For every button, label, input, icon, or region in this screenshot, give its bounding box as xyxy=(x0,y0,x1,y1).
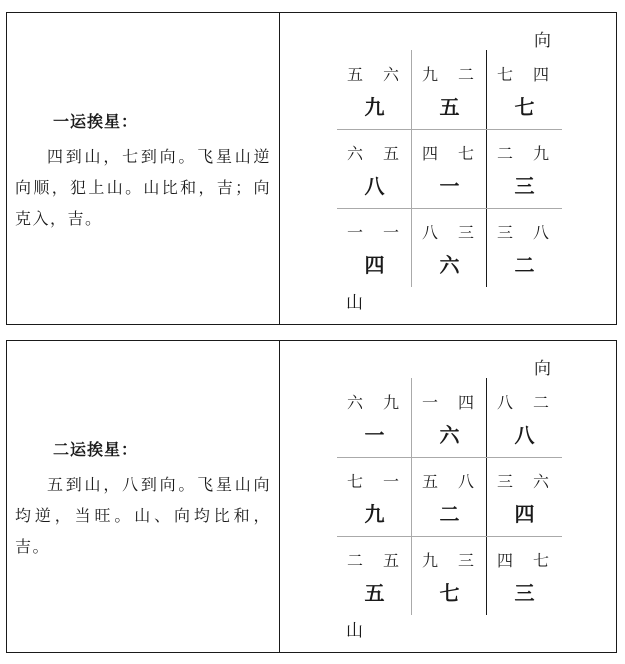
mountain-star: 四 xyxy=(422,144,439,163)
panel-heading: 二运挨星： xyxy=(53,440,139,459)
mountain-star: 一 xyxy=(422,393,439,412)
flying-star-chart xyxy=(280,341,616,652)
grid-cell xyxy=(337,50,412,129)
facing-star: 一 xyxy=(383,223,400,242)
grid-cell xyxy=(487,378,562,457)
mountain-star: 九 xyxy=(422,551,439,570)
grid-cell xyxy=(337,536,412,615)
period-star: 一 xyxy=(364,423,385,447)
grid-cell xyxy=(487,50,562,129)
star-grid xyxy=(337,378,562,615)
facing-star: 三 xyxy=(458,223,475,242)
chart-panel-1 xyxy=(6,12,617,325)
grid-cell xyxy=(487,129,562,208)
chart-panel-2 xyxy=(6,340,617,653)
period-star: 四 xyxy=(514,502,535,526)
mountain-star: 二 xyxy=(347,551,364,570)
mountain-star: 四 xyxy=(497,551,514,570)
period-star: 八 xyxy=(364,174,385,198)
text-column xyxy=(7,341,280,652)
panel-description: 五到山，八到向。飞星山向均逆，当旺。山、向均比和，吉。 xyxy=(15,475,271,556)
grid-cell xyxy=(412,50,487,129)
grid-cell xyxy=(487,208,562,287)
period-star: 五 xyxy=(364,581,385,605)
facing-star: 四 xyxy=(533,65,550,84)
facing-star: 九 xyxy=(383,393,400,412)
panel-heading: 一运挨星： xyxy=(53,112,139,131)
direction-mountain-label: 山 xyxy=(346,621,363,641)
period-star: 二 xyxy=(439,502,460,526)
period-star: 五 xyxy=(439,95,460,119)
mountain-star: 八 xyxy=(497,393,514,412)
facing-star: 五 xyxy=(383,551,400,570)
period-star: 六 xyxy=(439,253,460,277)
mountain-star: 三 xyxy=(497,223,514,242)
mountain-star: 二 xyxy=(497,144,514,163)
grid-cell xyxy=(412,457,487,536)
mountain-star: 六 xyxy=(347,393,364,412)
period-star: 一 xyxy=(439,174,460,198)
period-star: 六 xyxy=(439,423,460,447)
facing-star: 八 xyxy=(533,223,550,242)
grid-cell xyxy=(412,129,487,208)
grid-cell xyxy=(412,378,487,457)
facing-star: 二 xyxy=(533,393,550,412)
period-star: 九 xyxy=(364,502,385,526)
mountain-star: 三 xyxy=(497,472,514,491)
period-star: 三 xyxy=(514,174,535,198)
facing-star: 二 xyxy=(458,65,475,84)
panel-description: 四到山，七到向。飞星山逆向顺，犯上山。山比和，吉；向克入，吉。 xyxy=(15,147,271,228)
period-star: 三 xyxy=(514,581,535,605)
facing-star: 六 xyxy=(533,472,550,491)
facing-star: 四 xyxy=(458,393,475,412)
grid-cell xyxy=(337,129,412,208)
mountain-star: 八 xyxy=(422,223,439,242)
mountain-star: 六 xyxy=(347,144,364,163)
facing-star: 七 xyxy=(533,551,550,570)
grid-cell xyxy=(487,536,562,615)
facing-star: 一 xyxy=(383,472,400,491)
star-grid xyxy=(337,50,562,287)
grid-cell xyxy=(337,457,412,536)
grid-cell xyxy=(412,208,487,287)
facing-star: 六 xyxy=(383,65,400,84)
direction-mountain-label: 山 xyxy=(346,293,363,313)
mountain-star: 一 xyxy=(347,223,364,242)
period-star: 四 xyxy=(364,253,385,277)
mountain-star: 七 xyxy=(497,65,514,84)
facing-star: 五 xyxy=(383,144,400,163)
direction-facing-label: 向 xyxy=(534,359,551,379)
flying-star-chart xyxy=(280,13,616,324)
facing-star: 八 xyxy=(458,472,475,491)
facing-star: 九 xyxy=(533,144,550,163)
direction-facing-label: 向 xyxy=(534,31,551,51)
mountain-star: 五 xyxy=(422,472,439,491)
facing-star: 三 xyxy=(458,551,475,570)
grid-cell xyxy=(412,536,487,615)
period-star: 七 xyxy=(514,95,535,119)
grid-cell xyxy=(487,457,562,536)
period-star: 七 xyxy=(439,581,460,605)
text-column xyxy=(7,13,280,324)
grid-cell xyxy=(337,378,412,457)
mountain-star: 五 xyxy=(347,65,364,84)
facing-star: 七 xyxy=(458,144,475,163)
period-star: 二 xyxy=(514,253,535,277)
mountain-star: 九 xyxy=(422,65,439,84)
period-star: 八 xyxy=(514,423,535,447)
grid-cell xyxy=(337,208,412,287)
period-star: 九 xyxy=(364,95,385,119)
mountain-star: 七 xyxy=(347,472,364,491)
